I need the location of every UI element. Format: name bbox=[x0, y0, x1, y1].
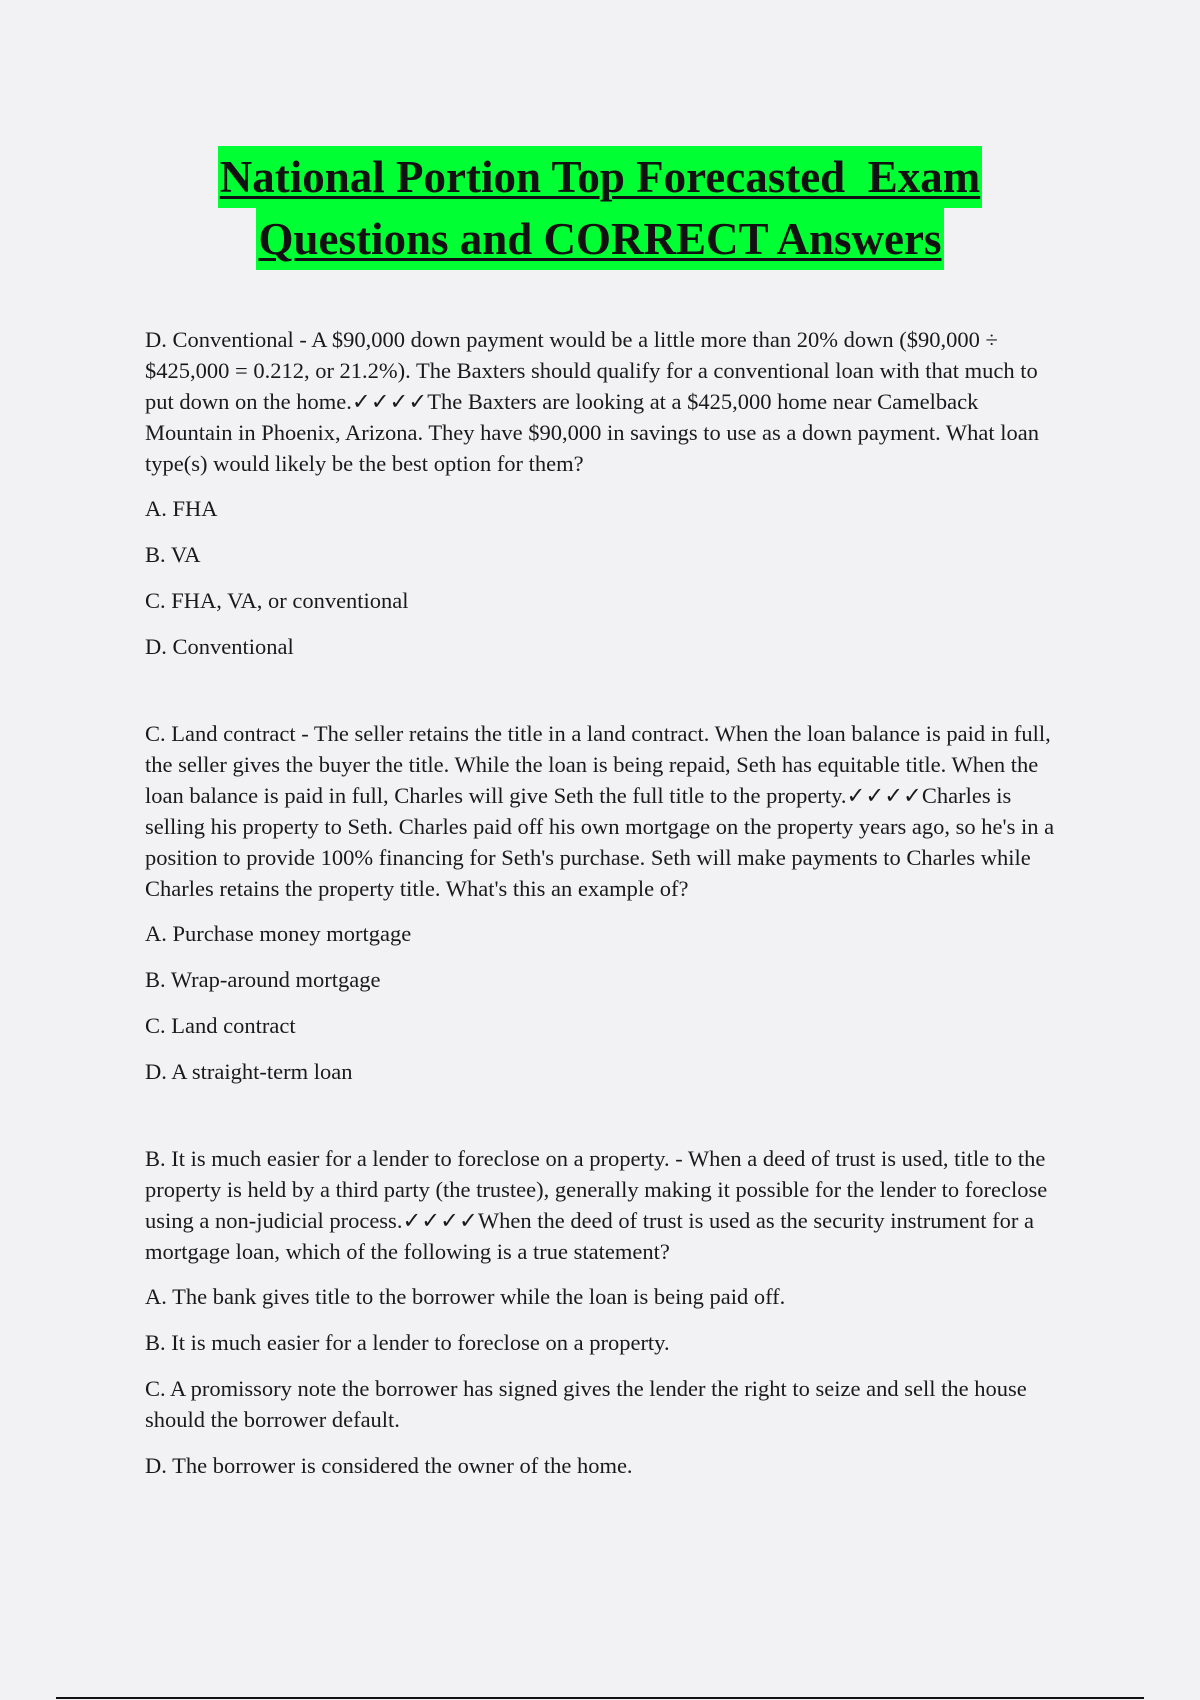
document-title bbox=[0, 146, 1200, 270]
answer-question-text: B. It is much easier for a lender to foreclose on a property. - When a deed of trust is used, title to the property is held by a third party (the trustee), generally making it possible for the lender to foreclose using a non-judicial process.✓✓✓✓When the deed of trust is used as the security instrument for a mortgage loan, which of the following is a true statement? bbox=[145, 1146, 1048, 1264]
option-d: D. Conventional bbox=[145, 634, 294, 659]
option-b: B. Wrap-around mortgage bbox=[145, 967, 381, 992]
option-a: A. The bank gives title to the borrower while the loan is being paid off. bbox=[145, 1284, 786, 1309]
option-b: B. VA bbox=[145, 542, 201, 567]
qa-block-3 bbox=[145, 1143, 1065, 1481]
title-line-1: National Portion Top Forecasted Exam bbox=[218, 146, 982, 208]
option-a: A. FHA bbox=[145, 496, 218, 521]
answer-question-text: D. Conventional - A $90,000 down payment would be a little more than 20% down ($90,000 ÷ $425,000 = 0.212, or 21.2%). The Baxters should qualify for a conventional loan with that much to put down on the home.✓✓✓✓The Baxters are looking at a $425,000 home near Camelback Mountain in Phoenix, Arizona. They have $90,000 in savings to use as a down payment. What loan type(s) would likely be the best option for them? bbox=[145, 327, 1040, 476]
title-line-2: Questions and CORRECT Answers bbox=[256, 208, 943, 270]
option-b: B. It is much easier for a lender to foreclose on a property. bbox=[145, 1330, 670, 1355]
qa-content bbox=[145, 324, 1065, 1537]
answer-question-text: C. Land contract - The seller retains the title in a land contract. When the loan balance is paid in full, the seller gives the buyer the title. While the loan is being repaid, Seth has equitable title. When the loan balance is paid in full, Charles will give Seth the full title to the property.✓✓✓✓Charles is selling his property to Seth. Charles paid off his own mortgage on the property years ago, so he's in a position to provide 100% financing for Seth's purchase. Seth will make payments to Charles while Charles retains the property title. What's this an example of? bbox=[145, 721, 1055, 901]
option-d: D. The borrower is considered the owner of the home. bbox=[145, 1453, 633, 1478]
page-divider bbox=[56, 1697, 1144, 1699]
qa-block-1 bbox=[145, 324, 1065, 662]
option-c: C. A promissory note the borrower has signed gives the lender the right to seize and sell the house should the borrower default. bbox=[145, 1376, 1027, 1432]
option-d: D. A straight-term loan bbox=[145, 1059, 353, 1084]
option-c: C. Land contract bbox=[145, 1013, 296, 1038]
option-c: C. FHA, VA, or conventional bbox=[145, 588, 409, 613]
qa-block-2 bbox=[145, 718, 1065, 1087]
option-a: A. Purchase money mortgage bbox=[145, 921, 412, 946]
